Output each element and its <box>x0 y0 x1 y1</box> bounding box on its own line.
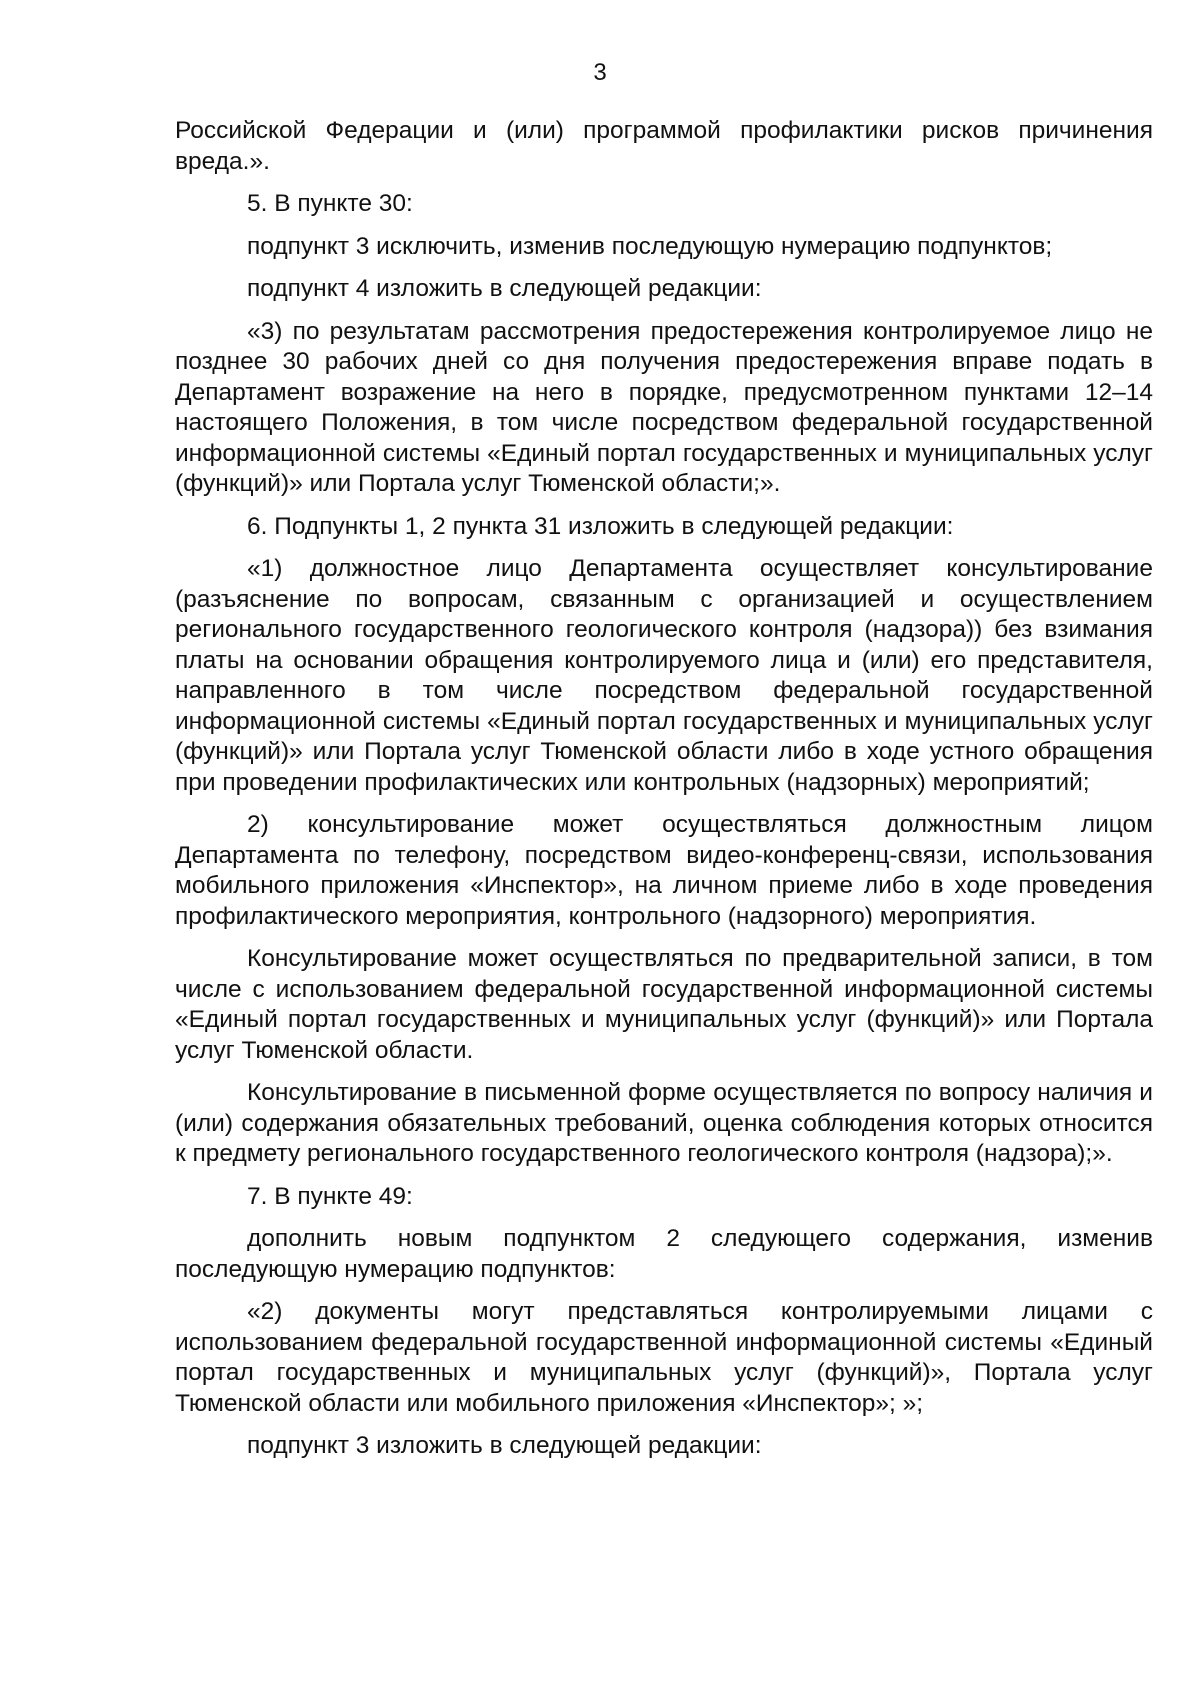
paragraph-quote: «3) по результатам рассмотрения предостережения контролируемое лицо не позднее 30 рабочих дней со дня получения предостережения вправе подать в Департамент возражение на него в порядке, предусмотренном пунктами 12–14 настоящего Положения, в том числе посредством федеральной государственной информационной системы «Единый портал государственных и муниципальных услуг (функций)» или Портала услуг Тюменской области;». <box>175 317 1153 497</box>
paragraph: Консультирование может осуществляться по предварительной записи, в том числе с использованием федеральной государственной информационной системы «Единый портал государственных и муниципальных услуг (функций)» или Портала услуг Тюменской области. <box>175 945 1153 1064</box>
document-body <box>175 116 1153 1474</box>
paragraph: 2) консультирование может осуществляться должностным лицом Департамента по телефону, посредством видео-конференц-связи, использования мобильного приложения «Инспектор», на личном приеме либо в ходе проведения профилактического мероприятия, контрольного (надзорного) мероприятия. <box>175 811 1153 930</box>
paragraph-item-7: 7. В пункте 49: <box>247 1182 413 1210</box>
paragraph-item-5: 5. В пункте 30: <box>247 190 413 217</box>
paragraph-continuation: Российской Федерации и (или) программой профилактики рисков причинения вреда.». <box>175 117 1153 175</box>
paragraph: дополнить новым подпунктом 2 следующего содержания, изменив последующую нумерацию подпунктов: <box>175 1225 1153 1283</box>
paragraph: Консультирование в письменной форме осуществляется по вопросу наличия и (или) содержания обязательных требований, оценка соблюдения которых относится к предмету регионального государственного геологического контроля (надзора);». <box>175 1079 1153 1167</box>
paragraph: подпункт 3 изложить в следующей редакции: <box>247 1432 762 1459</box>
paragraph-quote: «2) документы могут представляться контролируемыми лицами с использованием федеральной государственной информационной системы «Единый портал государственных и муниципальных услуг (функций)», Портала услуг Тюменской области или мобильного приложения «Инспектор»; »; <box>175 1298 1153 1417</box>
paragraph: подпункт 4 изложить в следующей редакции: <box>247 275 762 302</box>
page-number: 3 <box>593 59 607 86</box>
paragraph-quote: «1) должностное лицо Департамента осуществляет консультирование (разъяснение по вопросам, связанным с организацией и осуществлением регионального государственного геологического контроля (надзора)) без взимания платы на основании обращения контролируемого лица и (или) его представителя, направленного в том числе посредством федеральной государственной информационной системы «Единый портал государственных и муниципальных услуг (функций)» или Портала услуг Тюменской области либо в ходе устного обращения при проведении профилактических или контрольных (надзорных) мероприятий; <box>175 555 1153 796</box>
paragraph: подпункт 3 исключить, изменив последующую нумерацию подпунктов; <box>247 232 1053 260</box>
paragraph-item-6: 6. Подпункты 1, 2 пункта 31 изложить в следующей редакции: <box>247 512 954 540</box>
